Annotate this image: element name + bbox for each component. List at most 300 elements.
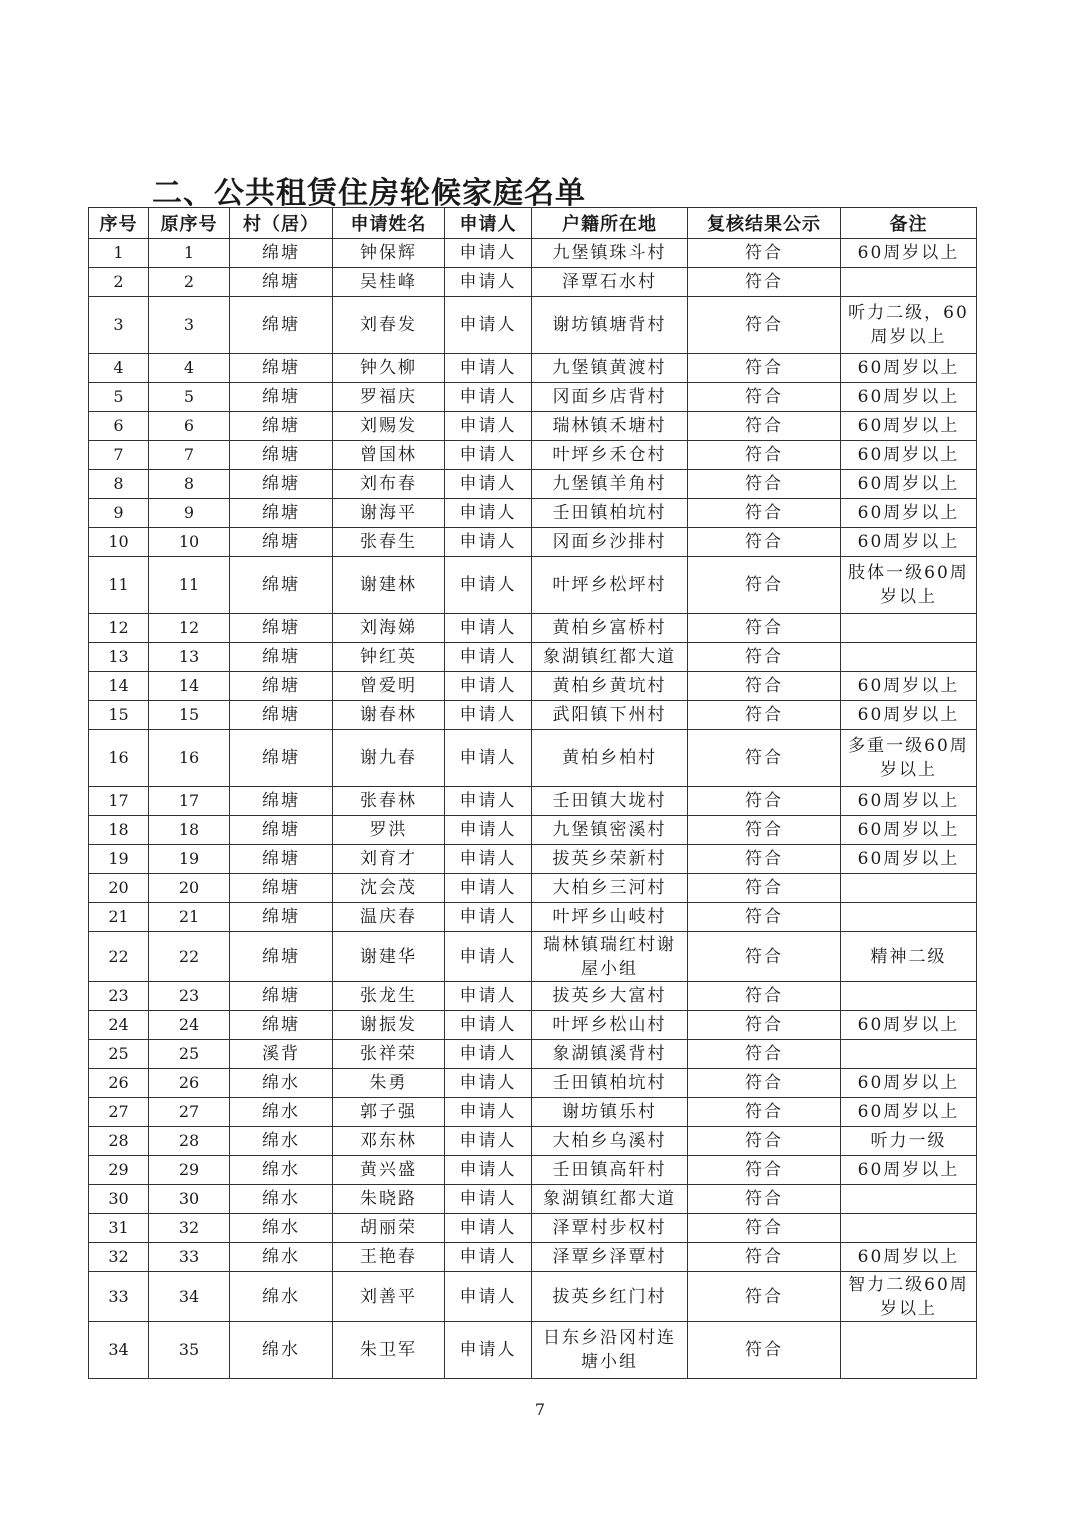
cell-role: 申请人 xyxy=(445,297,532,354)
cell-result: 符合 xyxy=(688,1156,841,1185)
cell-hukou: 谢坊镇乐村 xyxy=(532,1098,688,1127)
cell-village: 绵塘 xyxy=(230,874,333,903)
cell-village: 绵塘 xyxy=(230,354,333,383)
cell-orig-seq: 22 xyxy=(149,932,230,982)
header-applicant-role: 申请人 xyxy=(445,208,532,239)
cell-role: 申请人 xyxy=(445,845,532,874)
cell-village: 绵塘 xyxy=(230,239,333,268)
cell-orig-seq: 3 xyxy=(149,297,230,354)
cell-hukou: 泽覃乡泽覃村 xyxy=(532,1243,688,1272)
cell-hukou: 叶坪乡松坪村 xyxy=(532,557,688,614)
cell-orig-seq: 34 xyxy=(149,1272,230,1322)
cell-village: 溪背 xyxy=(230,1040,333,1069)
cell-village: 绵水 xyxy=(230,1214,333,1243)
cell-role: 申请人 xyxy=(445,701,532,730)
cell-note: 60周岁以上 xyxy=(841,1243,977,1272)
cell-name: 刘春发 xyxy=(333,297,445,354)
cell-note xyxy=(841,982,977,1011)
cell-note: 精神二级 xyxy=(841,932,977,982)
table-row xyxy=(89,932,977,982)
cell-village: 绵塘 xyxy=(230,816,333,845)
cell-village: 绵塘 xyxy=(230,982,333,1011)
cell-name: 朱勇 xyxy=(333,1069,445,1098)
cell-hukou: 泽覃石水村 xyxy=(532,268,688,297)
cell-result: 符合 xyxy=(688,441,841,470)
cell-name: 胡丽荣 xyxy=(333,1214,445,1243)
table-header-row xyxy=(89,208,977,239)
cell-hukou: 武阳镇下州村 xyxy=(532,701,688,730)
cell-role: 申请人 xyxy=(445,1011,532,1040)
cell-seq: 6 xyxy=(89,412,149,441)
cell-role: 申请人 xyxy=(445,383,532,412)
cell-result: 符合 xyxy=(688,982,841,1011)
cell-name: 罗福庆 xyxy=(333,383,445,412)
cell-village: 绵塘 xyxy=(230,730,333,787)
cell-seq: 23 xyxy=(89,982,149,1011)
cell-note xyxy=(841,874,977,903)
cell-note: 60周岁以上 xyxy=(841,1098,977,1127)
cell-result: 符合 xyxy=(688,354,841,383)
cell-note: 60周岁以上 xyxy=(841,787,977,816)
cell-result: 符合 xyxy=(688,1011,841,1040)
table-row xyxy=(89,1069,977,1098)
cell-note: 60周岁以上 xyxy=(841,1156,977,1185)
cell-name: 朱卫军 xyxy=(333,1322,445,1379)
cell-result: 符合 xyxy=(688,383,841,412)
cell-hukou: 象湖镇溪背村 xyxy=(532,1040,688,1069)
table-row xyxy=(89,787,977,816)
cell-role: 申请人 xyxy=(445,672,532,701)
cell-orig-seq: 5 xyxy=(149,383,230,412)
cell-hukou: 壬田镇大垅村 xyxy=(532,787,688,816)
cell-seq: 34 xyxy=(89,1322,149,1379)
cell-name: 王艳春 xyxy=(333,1243,445,1272)
cell-name: 刘善平 xyxy=(333,1272,445,1322)
cell-name: 刘育才 xyxy=(333,845,445,874)
table-row xyxy=(89,470,977,499)
cell-role: 申请人 xyxy=(445,1322,532,1379)
page-number: 7 xyxy=(534,1400,546,1419)
cell-role: 申请人 xyxy=(445,1069,532,1098)
cell-result: 符合 xyxy=(688,1272,841,1322)
table-row xyxy=(89,1243,977,1272)
cell-result: 符合 xyxy=(688,874,841,903)
cell-role: 申请人 xyxy=(445,982,532,1011)
cell-note: 60周岁以上 xyxy=(841,528,977,557)
cell-seq: 28 xyxy=(89,1127,149,1156)
page-title: 二、公共租赁住房轮候家庭名单 xyxy=(152,176,586,211)
cell-result: 符合 xyxy=(688,1040,841,1069)
cell-village: 绵塘 xyxy=(230,557,333,614)
cell-result: 符合 xyxy=(688,1069,841,1098)
table-row xyxy=(89,730,977,787)
cell-village: 绵塘 xyxy=(230,903,333,932)
cell-orig-seq: 11 xyxy=(149,557,230,614)
cell-orig-seq: 14 xyxy=(149,672,230,701)
cell-seq: 11 xyxy=(89,557,149,614)
table-row xyxy=(89,412,977,441)
table-body xyxy=(89,239,977,1379)
cell-note: 听力二级，60周岁以上 xyxy=(841,297,977,354)
cell-role: 申请人 xyxy=(445,874,532,903)
cell-village: 绵水 xyxy=(230,1156,333,1185)
cell-hukou: 拔英乡荣新村 xyxy=(532,845,688,874)
table-row xyxy=(89,528,977,557)
cell-orig-seq: 6 xyxy=(149,412,230,441)
cell-seq: 9 xyxy=(89,499,149,528)
cell-role: 申请人 xyxy=(445,614,532,643)
cell-orig-seq: 30 xyxy=(149,1185,230,1214)
table-row xyxy=(89,1185,977,1214)
table-row xyxy=(89,982,977,1011)
cell-note: 60周岁以上 xyxy=(841,441,977,470)
cell-hukou: 冈面乡沙排村 xyxy=(532,528,688,557)
cell-hukou: 叶坪乡山岐村 xyxy=(532,903,688,932)
cell-orig-seq: 16 xyxy=(149,730,230,787)
cell-name: 钟久柳 xyxy=(333,354,445,383)
cell-village: 绵塘 xyxy=(230,412,333,441)
cell-role: 申请人 xyxy=(445,1098,532,1127)
header-seq: 序号 xyxy=(89,208,149,239)
cell-hukou: 象湖镇红都大道 xyxy=(532,1185,688,1214)
cell-note xyxy=(841,903,977,932)
cell-note xyxy=(841,614,977,643)
cell-orig-seq: 4 xyxy=(149,354,230,383)
cell-village: 绵塘 xyxy=(230,528,333,557)
cell-result: 符合 xyxy=(688,787,841,816)
cell-village: 绵塘 xyxy=(230,383,333,412)
cell-role: 申请人 xyxy=(445,1243,532,1272)
cell-seq: 19 xyxy=(89,845,149,874)
cell-village: 绵水 xyxy=(230,1272,333,1322)
cell-village: 绵塘 xyxy=(230,499,333,528)
cell-result: 符合 xyxy=(688,297,841,354)
cell-orig-seq: 25 xyxy=(149,1040,230,1069)
cell-name: 邓东林 xyxy=(333,1127,445,1156)
cell-role: 申请人 xyxy=(445,932,532,982)
cell-note: 60周岁以上 xyxy=(841,470,977,499)
cell-village: 绵水 xyxy=(230,1069,333,1098)
cell-note: 60周岁以上 xyxy=(841,239,977,268)
cell-hukou: 泽覃村步权村 xyxy=(532,1214,688,1243)
cell-hukou: 黄柏乡富桥村 xyxy=(532,614,688,643)
table-row xyxy=(89,1040,977,1069)
cell-orig-seq: 7 xyxy=(149,441,230,470)
header-hukou: 户籍所在地 xyxy=(532,208,688,239)
cell-hukou: 壬田镇高轩村 xyxy=(532,1156,688,1185)
table-row xyxy=(89,441,977,470)
waiting-list-table xyxy=(88,207,977,1379)
cell-result: 符合 xyxy=(688,730,841,787)
cell-hukou: 九堡镇密溪村 xyxy=(532,816,688,845)
cell-role: 申请人 xyxy=(445,557,532,614)
cell-note xyxy=(841,1214,977,1243)
cell-seq: 27 xyxy=(89,1098,149,1127)
cell-name: 钟保辉 xyxy=(333,239,445,268)
cell-name: 郭子强 xyxy=(333,1098,445,1127)
cell-name: 朱晓路 xyxy=(333,1185,445,1214)
table-row xyxy=(89,816,977,845)
cell-orig-seq: 17 xyxy=(149,787,230,816)
table-row xyxy=(89,614,977,643)
cell-role: 申请人 xyxy=(445,1156,532,1185)
cell-orig-seq: 12 xyxy=(149,614,230,643)
cell-village: 绵塘 xyxy=(230,297,333,354)
cell-result: 符合 xyxy=(688,1322,841,1379)
cell-village: 绵水 xyxy=(230,1127,333,1156)
cell-orig-seq: 33 xyxy=(149,1243,230,1272)
cell-role: 申请人 xyxy=(445,1040,532,1069)
cell-hukou: 黄柏乡黄坑村 xyxy=(532,672,688,701)
cell-seq: 18 xyxy=(89,816,149,845)
cell-seq: 17 xyxy=(89,787,149,816)
cell-result: 符合 xyxy=(688,528,841,557)
cell-role: 申请人 xyxy=(445,787,532,816)
cell-result: 符合 xyxy=(688,268,841,297)
cell-role: 申请人 xyxy=(445,354,532,383)
table-row xyxy=(89,557,977,614)
cell-village: 绵塘 xyxy=(230,441,333,470)
table-row xyxy=(89,239,977,268)
cell-seq: 30 xyxy=(89,1185,149,1214)
cell-note: 60周岁以上 xyxy=(841,816,977,845)
cell-hukou: 谢坊镇塘背村 xyxy=(532,297,688,354)
cell-result: 符合 xyxy=(688,672,841,701)
cell-village: 绵塘 xyxy=(230,643,333,672)
cell-name: 吴桂峰 xyxy=(333,268,445,297)
cell-hukou: 瑞林镇瑞红村谢屋小组 xyxy=(532,932,688,982)
cell-role: 申请人 xyxy=(445,412,532,441)
table-row xyxy=(89,845,977,874)
cell-hukou: 象湖镇红都大道 xyxy=(532,643,688,672)
cell-orig-seq: 23 xyxy=(149,982,230,1011)
table-row xyxy=(89,1098,977,1127)
cell-result: 符合 xyxy=(688,614,841,643)
cell-seq: 21 xyxy=(89,903,149,932)
cell-seq: 24 xyxy=(89,1011,149,1040)
cell-village: 绵水 xyxy=(230,1185,333,1214)
cell-village: 绵塘 xyxy=(230,701,333,730)
cell-name: 张祥荣 xyxy=(333,1040,445,1069)
cell-result: 符合 xyxy=(688,643,841,672)
cell-village: 绵塘 xyxy=(230,845,333,874)
cell-role: 申请人 xyxy=(445,730,532,787)
cell-seq: 26 xyxy=(89,1069,149,1098)
cell-orig-seq: 28 xyxy=(149,1127,230,1156)
cell-name: 温庆春 xyxy=(333,903,445,932)
table-row xyxy=(89,354,977,383)
cell-note: 肢体一级60周岁以上 xyxy=(841,557,977,614)
cell-orig-seq: 15 xyxy=(149,701,230,730)
cell-orig-seq: 1 xyxy=(149,239,230,268)
cell-note: 60周岁以上 xyxy=(841,499,977,528)
table-row xyxy=(89,903,977,932)
cell-role: 申请人 xyxy=(445,903,532,932)
table-row xyxy=(89,672,977,701)
cell-seq: 5 xyxy=(89,383,149,412)
cell-village: 绵塘 xyxy=(230,672,333,701)
cell-role: 申请人 xyxy=(445,816,532,845)
cell-name: 黄兴盛 xyxy=(333,1156,445,1185)
cell-result: 符合 xyxy=(688,499,841,528)
cell-name: 谢建林 xyxy=(333,557,445,614)
cell-role: 申请人 xyxy=(445,441,532,470)
cell-hukou: 拔英乡大富村 xyxy=(532,982,688,1011)
table-row xyxy=(89,874,977,903)
cell-hukou: 大柏乡三河村 xyxy=(532,874,688,903)
cell-note: 60周岁以上 xyxy=(841,354,977,383)
cell-note xyxy=(841,1185,977,1214)
cell-result: 符合 xyxy=(688,1185,841,1214)
cell-orig-seq: 24 xyxy=(149,1011,230,1040)
cell-hukou: 黄柏乡柏村 xyxy=(532,730,688,787)
table-row xyxy=(89,701,977,730)
cell-seq: 29 xyxy=(89,1156,149,1185)
header-note: 备注 xyxy=(841,208,977,239)
cell-role: 申请人 xyxy=(445,1185,532,1214)
table-row xyxy=(89,1011,977,1040)
cell-hukou: 叶坪乡禾仓村 xyxy=(532,441,688,470)
cell-orig-seq: 27 xyxy=(149,1098,230,1127)
cell-role: 申请人 xyxy=(445,1214,532,1243)
cell-name: 谢海平 xyxy=(333,499,445,528)
cell-village: 绵塘 xyxy=(230,1011,333,1040)
cell-name: 谢春林 xyxy=(333,701,445,730)
cell-note: 60周岁以上 xyxy=(841,672,977,701)
table-row xyxy=(89,1272,977,1322)
cell-role: 申请人 xyxy=(445,1127,532,1156)
cell-note xyxy=(841,268,977,297)
cell-hukou: 瑞林镇禾塘村 xyxy=(532,412,688,441)
cell-orig-seq: 8 xyxy=(149,470,230,499)
table-row xyxy=(89,1214,977,1243)
cell-village: 绵塘 xyxy=(230,932,333,982)
header-orig-seq: 原序号 xyxy=(149,208,230,239)
cell-result: 符合 xyxy=(688,932,841,982)
cell-seq: 22 xyxy=(89,932,149,982)
cell-role: 申请人 xyxy=(445,643,532,672)
cell-seq: 14 xyxy=(89,672,149,701)
cell-note: 智力二级60周岁以上 xyxy=(841,1272,977,1322)
cell-hukou: 九堡镇羊角村 xyxy=(532,470,688,499)
cell-result: 符合 xyxy=(688,845,841,874)
cell-name: 曾国林 xyxy=(333,441,445,470)
cell-result: 符合 xyxy=(688,1214,841,1243)
cell-orig-seq: 10 xyxy=(149,528,230,557)
cell-note: 60周岁以上 xyxy=(841,1011,977,1040)
cell-orig-seq: 9 xyxy=(149,499,230,528)
cell-village: 绵塘 xyxy=(230,787,333,816)
cell-role: 申请人 xyxy=(445,268,532,297)
cell-seq: 1 xyxy=(89,239,149,268)
cell-hukou: 壬田镇柏坑村 xyxy=(532,1069,688,1098)
cell-hukou: 大柏乡乌溪村 xyxy=(532,1127,688,1156)
cell-hukou: 叶坪乡松山村 xyxy=(532,1011,688,1040)
cell-hukou: 九堡镇珠斗村 xyxy=(532,239,688,268)
cell-seq: 20 xyxy=(89,874,149,903)
cell-result: 符合 xyxy=(688,557,841,614)
cell-name: 沈会茂 xyxy=(333,874,445,903)
cell-result: 符合 xyxy=(688,903,841,932)
cell-seq: 32 xyxy=(89,1243,149,1272)
cell-name: 刘赐发 xyxy=(333,412,445,441)
cell-seq: 33 xyxy=(89,1272,149,1322)
cell-result: 符合 xyxy=(688,412,841,441)
cell-result: 符合 xyxy=(688,1127,841,1156)
cell-note: 60周岁以上 xyxy=(841,845,977,874)
cell-seq: 4 xyxy=(89,354,149,383)
table-row xyxy=(89,643,977,672)
table-row xyxy=(89,499,977,528)
cell-orig-seq: 35 xyxy=(149,1322,230,1379)
cell-name: 谢九春 xyxy=(333,730,445,787)
cell-name: 谢建华 xyxy=(333,932,445,982)
cell-seq: 15 xyxy=(89,701,149,730)
cell-seq: 10 xyxy=(89,528,149,557)
cell-note: 60周岁以上 xyxy=(841,383,977,412)
cell-role: 申请人 xyxy=(445,239,532,268)
cell-village: 绵水 xyxy=(230,1098,333,1127)
cell-note xyxy=(841,1040,977,1069)
table-row xyxy=(89,1156,977,1185)
cell-hukou: 壬田镇柏坑村 xyxy=(532,499,688,528)
cell-name: 刘布春 xyxy=(333,470,445,499)
cell-note xyxy=(841,1322,977,1379)
cell-note xyxy=(841,643,977,672)
cell-seq: 3 xyxy=(89,297,149,354)
cell-orig-seq: 13 xyxy=(149,643,230,672)
cell-orig-seq: 20 xyxy=(149,874,230,903)
cell-hukou: 九堡镇黄渡村 xyxy=(532,354,688,383)
cell-name: 曾爱明 xyxy=(333,672,445,701)
cell-orig-seq: 19 xyxy=(149,845,230,874)
cell-orig-seq: 21 xyxy=(149,903,230,932)
cell-role: 申请人 xyxy=(445,470,532,499)
cell-village: 绵水 xyxy=(230,1243,333,1272)
cell-village: 绵塘 xyxy=(230,470,333,499)
cell-result: 符合 xyxy=(688,1243,841,1272)
cell-hukou: 拔英乡红门村 xyxy=(532,1272,688,1322)
cell-orig-seq: 2 xyxy=(149,268,230,297)
cell-name: 钟红英 xyxy=(333,643,445,672)
cell-note: 听力一级 xyxy=(841,1127,977,1156)
cell-orig-seq: 32 xyxy=(149,1214,230,1243)
cell-seq: 13 xyxy=(89,643,149,672)
cell-seq: 2 xyxy=(89,268,149,297)
cell-orig-seq: 18 xyxy=(149,816,230,845)
cell-result: 符合 xyxy=(688,1098,841,1127)
table-row xyxy=(89,297,977,354)
table-row xyxy=(89,1322,977,1379)
cell-result: 符合 xyxy=(688,816,841,845)
cell-village: 绵水 xyxy=(230,1322,333,1379)
table-row xyxy=(89,383,977,412)
cell-note: 60周岁以上 xyxy=(841,1069,977,1098)
cell-role: 申请人 xyxy=(445,1272,532,1322)
cell-hukou: 冈面乡店背村 xyxy=(532,383,688,412)
cell-result: 符合 xyxy=(688,701,841,730)
cell-name: 谢振发 xyxy=(333,1011,445,1040)
cell-result: 符合 xyxy=(688,470,841,499)
cell-seq: 25 xyxy=(89,1040,149,1069)
table-row xyxy=(89,268,977,297)
header-applicant-name: 申请姓名 xyxy=(333,208,445,239)
cell-role: 申请人 xyxy=(445,528,532,557)
table-row xyxy=(89,1127,977,1156)
cell-seq: 16 xyxy=(89,730,149,787)
cell-seq: 7 xyxy=(89,441,149,470)
cell-orig-seq: 29 xyxy=(149,1156,230,1185)
